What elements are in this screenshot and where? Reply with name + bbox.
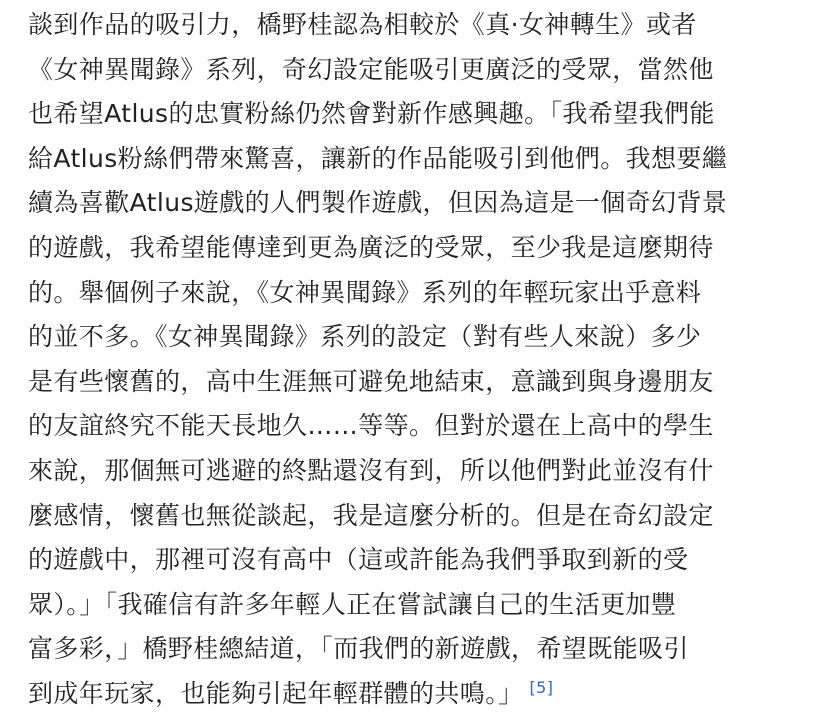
paragraph-line: 給Atlus粉絲們帶來驚喜，讓新的作品能吸引到他們。我想要繼 [28, 143, 728, 173]
paragraph-line: 續為喜歡Atlus遊戲的人們製作遊戲，但因為這是一個奇幻背景 [28, 188, 728, 218]
paragraph-line: 的遊戲中，那裡可沒有高中（這或許能為我們爭取到新的受 [28, 545, 689, 575]
paragraph-line-text: 到成年玩家，也能夠引起年輕群體的共鳴。」 [28, 678, 524, 708]
paragraph-line: 富多彩，」橋野桂總結道，「而我們的新遊戲，希望既能吸引 [28, 634, 689, 664]
citation-link[interactable]: [5] [529, 677, 554, 697]
paragraph-line: 《女神異聞錄》系列，奇幻設定能吸引更廣泛的受眾，當然他 [28, 54, 714, 84]
paragraph-line: 也希望Atlus的忠實粉絲仍然會對新作感興趣。「我希望我們能 [28, 99, 715, 129]
paragraph-line: 的遊戲，我希望能傳達到更為廣泛的受眾，至少我是這麼期待 [28, 232, 714, 262]
paragraph-line: 談到作品的吸引力，橋野桂認為相較於《真·女神轉生》或者 [28, 10, 697, 39]
paragraph-last-line [28, 672, 818, 717]
paragraph-line: 來說，那個無可逃避的終點還沒有到，所以他們對此並沒有什 [28, 455, 714, 485]
paragraph-line: 是有些懷舊的，高中生涯無可避免地結束，意識到與身邊朋友 [28, 366, 714, 396]
paragraph-line: 眾）。」「我確信有許多年輕人正在嘗試讓自己的生活更加豐 [28, 589, 677, 619]
paragraph-line: 的。舉個例子來說，《女神異聞錄》系列的年輕玩家出乎意料 [28, 277, 702, 307]
article-paragraph [28, 3, 818, 717]
paragraph-line: 麼感情，懷舊也無從談起，我是這麼分析的。但是在奇幻設定 [28, 500, 714, 530]
paragraph-line: 的友誼終究不能天長地久……等等。但對於還在上高中的學生 [28, 411, 714, 441]
paragraph-line: 的並不多。《女神異聞錄》系列的設定（對有些人來說）多少 [28, 322, 702, 352]
